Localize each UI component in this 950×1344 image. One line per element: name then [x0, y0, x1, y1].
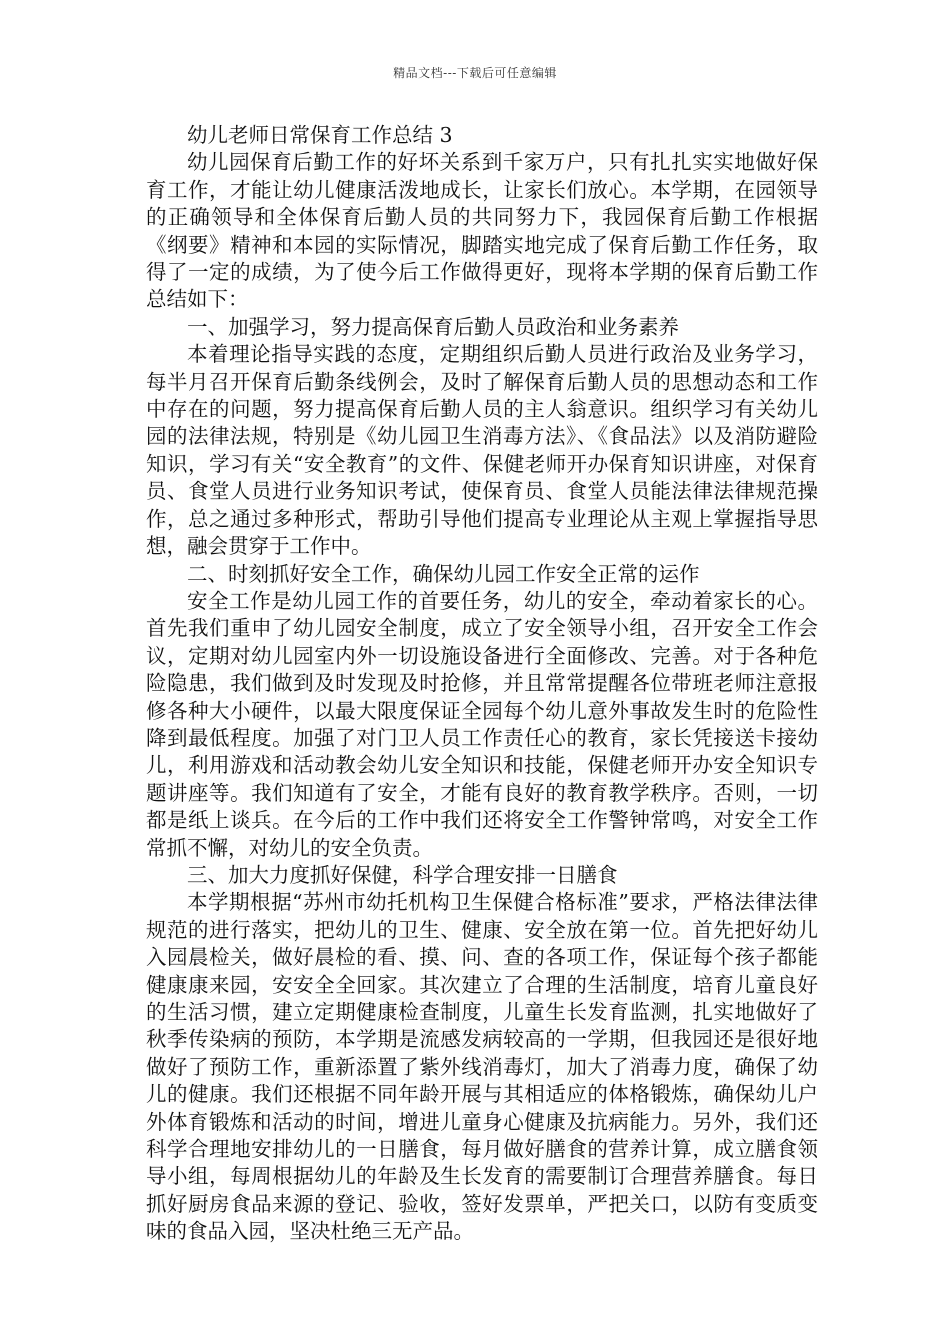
paragraph-section-2: 安全工作是幼儿园工作的首要任务，幼儿的安全，牵动着家长的心。首先我们重申了幼儿园安全制度，成立了安全领导小组，召开安全工作会议，定期对幼儿园室内外一切设施设备进行全面修改、完善。对于各种危险隐患，我们做到及时发现及时抢修，并且常常提醒各位带班老师注意报修各种大小硬件，以最大限度保证全园每个幼儿意外事故发生时的危险性降到最低程度。加强了对门卫人员工作责任心的教育，家长凭接送卡接幼儿，利用游戏和活动教会幼儿安全知识和技能，保健老师开办安全知识专题讲座等。我们知道有了安全，才能有良好的教育教学秩序。否则，一切都是纸上谈兵。在今后的工作中我们还将安全工作警钟常鸣，对安全工作常抓不懈，对幼儿的安全负责。: [146, 588, 818, 860]
document-body: [146, 122, 818, 1246]
section-heading-3: 三、加大力度抓好保健，科学合理安排一日膳食: [187, 862, 618, 887]
page-header: 精品文档---下载后可任意编辑: [393, 66, 557, 80]
section-heading-2: 二、时刻抓好安全工作，确保幼儿园工作安全正常的运作: [187, 561, 700, 586]
paragraph-section-1: 本着理论指导实践的态度，定期组织后勤人员进行政治及业务学习，每半月召开保育后勤条线例会，及时了解保育后勤人员的思想动态和工作中存在的问题，努力提高保育后勤人员的主人翁意识。组织学习有关幼儿园的法律法规，特别是《幼儿园卫生消毒方法》、《食品法》以及消防避险知识，学习有关“安全教育”的文件、保健老师开办保育知识讲座，对保育员、食堂人员进行业务知识考试，使保育员、食堂人员能法律法律规范操作，总之通过多种形式，帮助引导他们提高专业理论从主观上掌握指导思想，融会贯穿于工作中。: [146, 342, 818, 559]
paragraph-intro: 幼儿园保育后勤工作的好坏关系到千家万户，只有扎扎实实地做好保育工作，才能让幼儿健康活泼地成长，让家长们放心。本学期，在园领导的正确领导和全体保育后勤人员的共同努力下，我园保育后勤工作根据《纲要》精神和本园的实际情况，脚踏实地完成了保育后勤工作任务，取得了一定的成绩，为了使今后工作做得更好，现将本学期的保育后勤工作总结如下：: [146, 150, 818, 312]
paragraph-section-3: 本学期根据“苏州市幼托机构卫生保健合格标准”要求，严格法律法律规范的进行落实，把幼儿的卫生、健康、安全放在第一位。首先把好幼儿入园晨检关，做好晨检的看、摸、问、查的各项工作，保证每个孩子都能健康康来园，安安全全回家。其次建立了合理的生活制度，培育儿童良好的生活习惯，建立定期健康检查制度，儿童生长发育监测，扎实地做好了秋季传染病的预防，本学期是流感发病较高的一学期，但我园还是很好地做好了预防工作，重新添置了紫外线消毒灯，加大了消毒力度，确保了幼儿的健康。我们还根据不同年龄开展与其相适应的体格锻炼，确保幼儿户外体育锻炼和活动的时间，增进儿童身心健康及抗病能力。另外，我们还科学合理地安排幼儿的一日膳食，每月做好膳食的营养计算，成立膳食领导小组，每周根据幼儿的年龄及生长发育的需要制订合理营养膳食。每日抓好厨房食品来源的登记、验收，签好发票单，严把关口，以防有变质变味的食品入园，坚决杜绝三无产品。: [146, 890, 818, 1244]
document-title: 幼儿老师日常保育工作总结 3: [187, 123, 453, 147]
section-heading-1: 一、加强学习，努力提高保育后勤人员政治和业务素养: [187, 314, 679, 339]
